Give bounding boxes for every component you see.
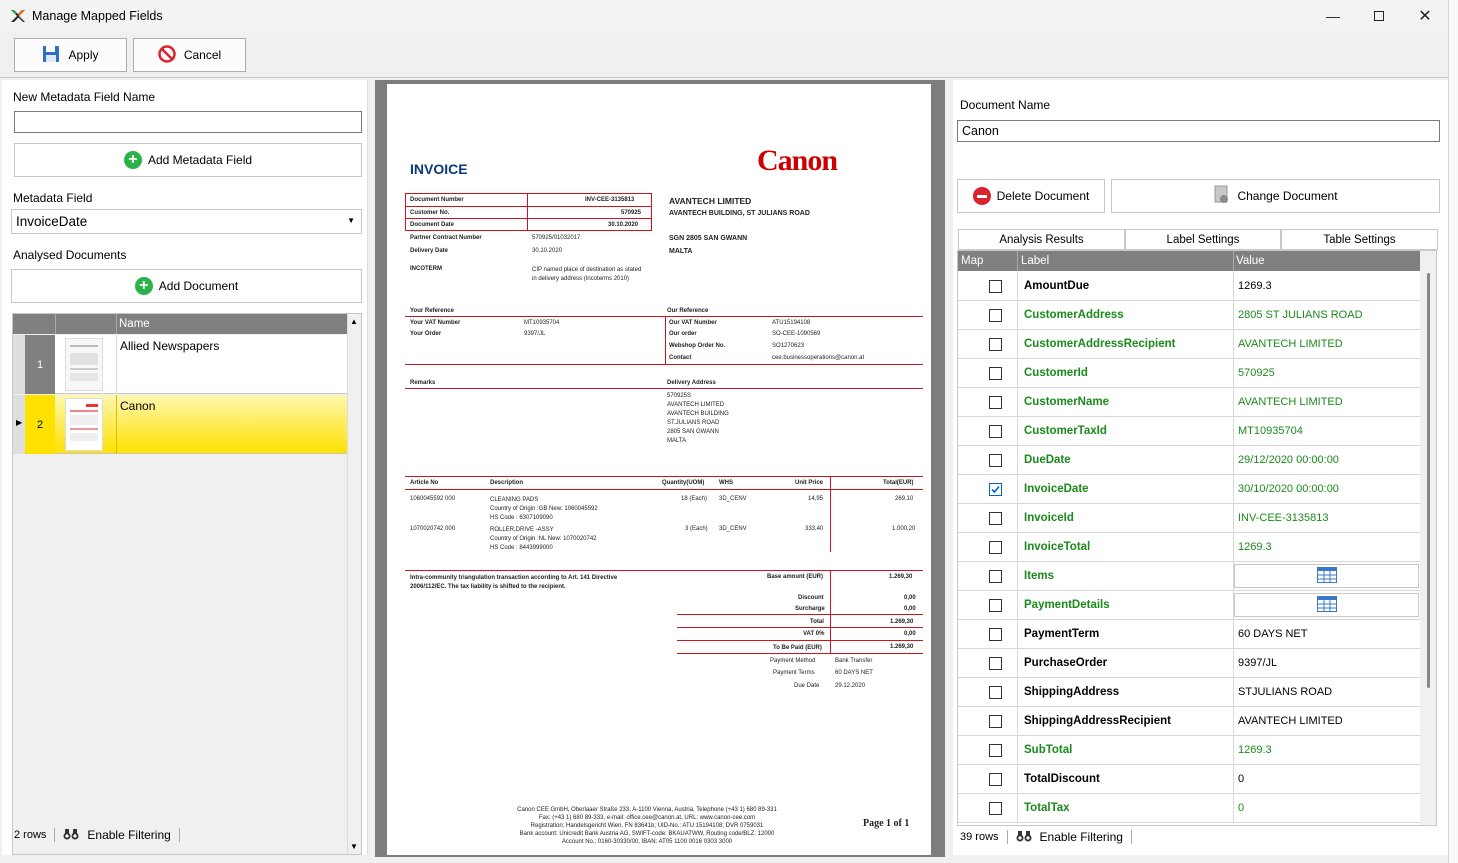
analysis-results-grid [957,250,1437,826]
payment-terms-value: 60 DAYS NET [835,670,873,676]
documents-grid [12,313,362,855]
enable-filtering-link[interactable]: Enable Filtering [1039,830,1123,844]
background-window-edge [1448,0,1458,863]
close-icon: ✕ [1418,8,1432,25]
delivery-line: 2805 SAN GWANN [667,429,719,435]
grid-header [13,314,347,334]
item-unit: 14,95 [808,496,824,502]
tax-note: Intra-community triangulation transaction according to Art. 141 Directive 2006/112/EC. The tax liability is shifted to the recipient. [410,575,618,590]
order-label: Your Order [410,331,442,337]
due-date-label: Due Date [794,683,820,689]
webshop-label: Webshop Order No. [669,343,726,349]
incoterm-label: INCOTERM [410,266,442,272]
result-value: 30/10/2020 00:00:00 [1238,483,1339,495]
document-name: Allied Newspapers [120,339,220,353]
map-checkbox[interactable] [989,744,1002,757]
col-total: Total(EUR) [883,480,914,486]
result-row[interactable] [958,620,1420,649]
document-name-input[interactable]: Canon [957,120,1440,142]
result-value: INV-CEE-3135813 [1238,512,1329,524]
address-line: SGN 2805 SAN GWANN [669,235,748,242]
item-whs: 3D_CENV [719,526,747,532]
customer-no-value: 570925 [621,210,642,216]
label-column-header[interactable]: Label [1021,255,1050,267]
result-row[interactable] [958,736,1420,765]
result-label: PaymentTerm [1024,628,1100,640]
toolbar [0,32,1448,78]
footer-line: Bank account: Unicredit Bank Austria AG, SWIFT-code: BKAUATWW, Routing code/BLZ: 12000 [519,831,775,837]
vat-label: Your VAT Number [410,320,461,326]
contact-label: Contact [669,355,692,361]
map-column-header[interactable]: Map [961,255,984,267]
metadata-field-select[interactable] [11,209,362,234]
result-value: 9397/JL [1238,657,1278,669]
result-value: 570925 [1238,367,1275,379]
result-label: CustomerTaxId [1024,425,1107,437]
map-checkbox[interactable] [989,512,1002,525]
maximize-button[interactable] [1356,0,1402,32]
map-checkbox[interactable] [989,425,1002,438]
map-checkbox[interactable] [989,309,1002,322]
item-desc-line: ROLLER,DRIVE -ASSY [490,527,554,533]
map-checkbox[interactable] [989,686,1002,699]
payment-method-value: Bank Transfer [835,658,873,664]
our-vat-value: ATU15194108 [772,320,811,326]
enable-filtering-link[interactable]: Enable Filtering [87,828,171,842]
result-value: 1269.3 [1238,280,1272,292]
grid-footer [12,824,180,846]
our-reference-label: Our Reference [667,308,709,314]
result-value: STJULIANS ROAD [1238,686,1333,698]
your-reference-label: Your Reference [410,308,454,314]
vat0-label: VAT 0% [803,631,825,637]
col-article: Article No [410,480,439,486]
item-description [490,496,598,523]
delivery-date-label: Delivery Date [410,248,449,254]
result-label: Items [1024,570,1055,582]
document-row-selected[interactable] [13,395,347,454]
item-desc-line: Country of Origin :NL New: 1070020742 [490,536,597,542]
row-number: 2 [25,395,55,454]
result-value: 0 [1238,802,1245,814]
new-field-input[interactable] [14,111,362,133]
discount-value: 0,00 [904,595,916,601]
item-desc-line: HS Code : 6307109090 [490,515,553,521]
doc-number-value: INV-CEE-3135813 [585,197,635,203]
payment-method-label: Payment Method [770,658,816,664]
title-bar [0,0,1448,32]
vat0-value: 0,00 [904,631,916,637]
doc-number-label: Document Number [410,197,464,203]
item-description [490,526,597,553]
item-qty: 3 (Each) [685,526,708,532]
result-row[interactable] [958,330,1420,359]
result-label: CustomerId [1024,367,1088,379]
scrollbar-thumb[interactable] [1427,273,1430,688]
map-checkbox[interactable] [989,280,1002,293]
apply-label: Apply [68,48,99,62]
item-article: 1060045592 000 [410,496,456,502]
map-checkbox[interactable] [989,599,1002,612]
result-label: CustomerName [1024,396,1109,408]
delete-document-label: Delete Document [996,189,1090,203]
order-value: 9397/JL [524,331,546,337]
app-logo-icon [10,8,26,24]
map-checkbox[interactable] [989,541,1002,554]
grid-footer [958,826,1132,848]
remarks-label: Remarks [410,380,436,386]
to-be-paid-value: 1.269,30 [890,644,914,650]
result-row[interactable] [958,649,1420,678]
result-label: TotalDiscount [1024,773,1100,785]
result-value: AVANTECH LIMITED [1238,715,1343,727]
result-row[interactable] [958,301,1420,330]
delivery-date-value: 30.10.2020 [532,248,563,254]
item-whs: 3D_CENV [719,496,747,502]
tab-label-settings[interactable]: Label Settings [1125,229,1281,250]
invoice-title: INVOICE [410,161,468,177]
minimize-icon: — [1326,8,1340,24]
document-row[interactable] [13,335,347,394]
surcharge-label: Surcharge [795,606,825,612]
result-row[interactable] [958,475,1420,504]
change-document-button[interactable] [1111,179,1440,213]
result-row[interactable] [958,765,1420,794]
our-order-label: Our order [669,331,697,337]
surcharge-value: 0,00 [904,606,916,612]
close-button[interactable] [1402,0,1448,32]
result-row[interactable] [958,388,1420,417]
map-checkbox[interactable] [989,802,1002,815]
result-row[interactable] [958,591,1420,620]
delivery-line: AVANTECH BUILDING [667,411,729,417]
add-metadata-field-button[interactable] [14,143,362,177]
cancel-icon [158,45,176,66]
address-line: MALTA [669,248,693,255]
partner-label: Partner Contract Number [410,235,482,241]
address-line: AVANTECH BUILDING, ST JULIANS ROAD [669,210,810,217]
delivery-line: AVANTECH LIMITED [667,402,725,408]
result-value: AVANTECH LIMITED [1238,396,1343,408]
result-label: InvoiceTotal [1024,541,1091,553]
address-line: AVANTECH LIMITED [669,196,752,206]
result-label: CustomerAddressRecipient [1024,338,1176,350]
right-panel [953,80,1448,855]
map-checkbox[interactable] [989,338,1002,351]
result-row[interactable] [958,533,1420,562]
grid-scrollbar[interactable] [347,314,361,854]
delivery-line: MALTA [667,438,687,444]
delivery-address-label: Delivery Address [667,380,716,386]
page-number: Page 1 of 1 [863,818,910,829]
item-desc-line: CLEANING PADS [490,497,539,503]
col-description: Description [490,480,524,486]
plus-icon: + [135,277,153,295]
tab-analysis-results[interactable]: Analysis Results [958,229,1125,250]
delivery-address-lines [667,392,729,446]
invoice-page [387,84,931,855]
binoculars-icon [1016,829,1032,846]
vat-value: MT10935704 [524,320,560,326]
maximize-icon [1374,11,1384,21]
plus-icon: + [124,151,142,169]
map-checkbox[interactable] [989,657,1002,670]
to-be-paid-label: To Be Paid (EUR) [773,645,822,651]
map-checkbox[interactable] [989,396,1002,409]
col-unit-price: Unit Price [795,480,824,486]
cancel-label: Cancel [183,48,222,62]
map-checkbox[interactable] [989,367,1002,380]
footer-line: Canon CEE GmbH, Oberlaaer Straße 233, A-1100 Vienna, Austria, Telephone (+43 1) 680 89-331 [517,807,777,813]
item-total: 1.000,20 [892,526,916,532]
item-qty: 18 (Each) [681,496,708,502]
base-amount-value: 1.269,30 [889,574,913,580]
delivery-line: ST.JULIANS ROAD [667,420,720,426]
new-field-label: New Metadata Field Name [13,90,156,104]
add-metadata-field-label: Add Metadata Field [147,153,253,167]
result-row[interactable] [958,417,1420,446]
result-value: MT10935704 [1238,425,1303,437]
table-view-button[interactable] [1234,564,1419,588]
footer-line: Account No.: 0160-30330/00, IBAN: AT05 1100 0016 0303 3000 [561,839,733,845]
result-row[interactable] [958,678,1420,707]
partner-value: 570925/01032017 [532,235,581,241]
item-unit: 333,40 [805,526,824,532]
analysed-documents-label: Analysed Documents [13,248,127,262]
doc-date-label: Document Date [410,222,455,228]
table-view-button[interactable] [1234,593,1419,617]
delete-document-button[interactable] [957,179,1105,213]
map-checkbox[interactable] [989,628,1002,641]
apply-button[interactable] [14,38,127,72]
result-row[interactable] [958,446,1420,475]
our-order-value: SO-CEE-1090569 [772,331,821,337]
doc-date-value: 30.10.2020 [608,222,639,228]
cancel-button[interactable] [133,38,246,72]
binoculars-icon [63,827,79,844]
result-label: InvoiceId [1024,512,1074,524]
row-count: 39 rows [960,831,999,843]
left-panel [2,80,368,855]
document-thumbnail [65,398,103,451]
result-row[interactable] [958,272,1420,301]
result-value: 29/12/2020 00:00:00 [1238,454,1339,466]
item-article: 1070020742 000 [410,526,456,532]
table-icon [1317,567,1337,586]
invoice-footer [477,806,817,846]
row-pointer-icon: ▶ [16,418,23,427]
metadata-field-value: InvoiceDate [16,214,88,229]
window-title: Manage Mapped Fields [32,9,163,23]
incoterm-value: CIP named place of destination as stated in delivery address (Incoterms 2010) [532,267,642,282]
item-desc-line: HS Code : 8443999000 [490,545,553,551]
result-label: PurchaseOrder [1024,657,1108,669]
result-row[interactable] [958,359,1420,388]
result-value: 1269.3 [1238,744,1272,756]
result-label: ShippingAddress [1024,686,1120,698]
row-count: 2 rows [14,829,47,841]
result-value: 1269.3 [1238,541,1272,553]
map-checkbox[interactable] [989,570,1002,583]
webshop-value: SO1270623 [772,343,805,349]
result-label: AmountDue [1024,280,1090,292]
result-row[interactable] [958,562,1420,591]
tab-table-settings[interactable]: Table Settings [1281,229,1438,250]
total-value: 1.269,30 [890,619,914,625]
map-checkbox[interactable] [989,454,1002,467]
save-icon [42,45,60,66]
results-tabs [958,229,1438,250]
footer-line: Fax: (+43 1) 680 89-333, e-mail: office.cee@canon.at, URL: www.canon-cee.com [538,815,756,821]
footer-line: Registration: Handelsgericht Wien, FN 83641b; UID-No.: ATU 15194108; DVR 0759031 [530,823,764,829]
result-value: 2805 ST JULIANS ROAD [1238,309,1363,321]
result-row[interactable] [958,504,1420,533]
discount-label: Discount [798,595,824,601]
document-preview-pane [375,80,945,857]
scroll-down-icon[interactable]: ▼ [350,842,358,851]
grid-scrollbar[interactable] [1420,251,1437,826]
delivery-line: 570925S [667,393,692,399]
value-column-header[interactable]: Value [1236,255,1265,267]
total-label: Total [810,619,824,625]
result-label: PaymentDetails [1024,599,1110,611]
document-name-label: Document Name [960,98,1051,112]
table-icon [1317,596,1337,615]
canon-logo: Canon [757,144,838,177]
result-row[interactable] [958,794,1420,823]
metadata-field-label: Metadata Field [13,191,93,205]
add-document-label: Add Document [158,279,239,293]
result-label: ShippingAddressRecipient [1024,715,1171,727]
map-checkbox[interactable] [989,773,1002,786]
item-total: 269,10 [895,496,914,502]
result-row[interactable] [958,707,1420,736]
map-checkbox[interactable] [989,715,1002,728]
map-checkbox[interactable] [989,483,1002,496]
result-label: InvoiceDate [1024,483,1089,495]
result-label: DueDate [1024,454,1071,466]
contact-value: cee.businessoperations@canon.at [772,355,865,361]
minimize-button[interactable] [1310,0,1356,32]
document-thumbnail [65,338,103,391]
delete-icon [973,187,991,205]
col-quantity: Quantity(UOM) [662,480,705,486]
grid-header [958,251,1420,271]
result-value: 0 [1238,773,1245,785]
result-label: SubTotal [1024,744,1073,756]
result-value: AVANTECH LIMITED [1238,338,1343,350]
payment-terms-label: Payment Terms [773,670,815,676]
base-amount-label: Base amount (EUR) [767,574,824,580]
document-name: Canon [120,399,156,413]
result-label: TotalTax [1024,802,1070,814]
row-number: 1 [25,335,55,394]
change-document-label: Change Document [1237,189,1338,203]
name-column-header[interactable]: Name [119,318,150,330]
add-document-button[interactable] [11,269,362,303]
col-whs: WHS [719,480,733,486]
result-value: 60 DAYS NET [1238,628,1308,640]
result-label: CustomerAddress [1024,309,1124,321]
due-date-value: 29.12.2020 [835,683,866,689]
our-vat-label: Our VAT Number [669,320,717,326]
change-document-icon [1213,185,1231,208]
customer-no-label: Customer No. [410,210,450,216]
scroll-up-icon[interactable]: ▲ [350,317,358,326]
item-desc-line: Country of Origin :GB New: 1060045592 [490,506,598,512]
dropdown-arrow-icon: ▼ [347,216,355,225]
